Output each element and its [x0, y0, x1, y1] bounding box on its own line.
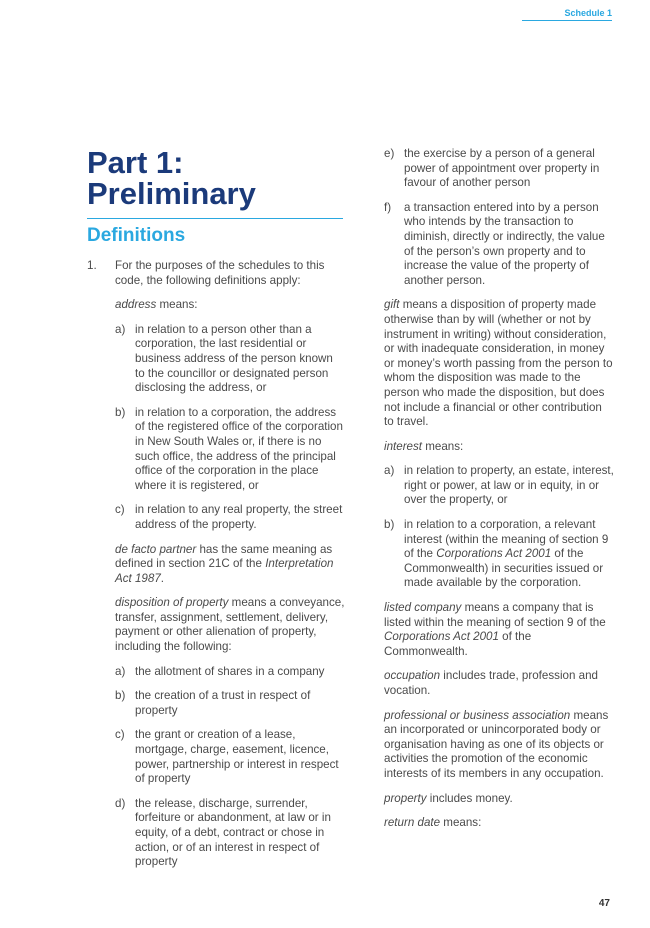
- list-item: [384, 464, 614, 508]
- item-text: the grant or creation of a lease, mortgage, charge, easement, licence, power, partnership or interest in respect of property: [135, 728, 339, 786]
- definition-text: means a company that is listed within the meaning of section 9 of the: [384, 601, 606, 629]
- part-title: Part 1: Preliminary: [87, 145, 256, 211]
- definitions-block: [87, 298, 345, 870]
- term-de-facto-partner: de facto partner: [115, 542, 197, 556]
- definition-return-date: [384, 816, 614, 831]
- list-item: [115, 503, 345, 532]
- list-item: [115, 665, 345, 680]
- definition-text: includes money.: [426, 791, 513, 805]
- item-mark: b): [115, 689, 126, 703]
- definition-interest: [384, 440, 614, 455]
- address-list: [115, 323, 345, 533]
- item-mark: a): [384, 464, 395, 478]
- definition-disposition: [115, 596, 345, 654]
- left-column: [87, 147, 345, 880]
- schedule-label: Schedule 1: [564, 8, 612, 18]
- item-text: a transaction entered into by a person who intends by the transaction to diminish, directly or indirectly, the value of the person’s own property and to increase the value of the property of another person.: [404, 200, 605, 287]
- term-listed-company: listed company: [384, 601, 462, 615]
- definition-text: includes trade, profession and vocation.: [384, 669, 598, 697]
- term-address: address: [115, 298, 157, 312]
- disposition-list: [115, 665, 345, 870]
- definition-text: of the Commonwealth.: [384, 630, 532, 658]
- clause-number: 1.: [87, 259, 97, 272]
- term-interest: interest: [384, 439, 423, 453]
- list-item: [115, 797, 345, 870]
- item-mark: b): [115, 405, 126, 419]
- act-name: Corporations Act 2001: [384, 630, 499, 644]
- item-mark: b): [384, 518, 395, 532]
- item-mark: d): [115, 796, 126, 810]
- header-rule: [522, 20, 612, 21]
- definition-listed-company: [384, 601, 614, 659]
- right-column: [384, 147, 614, 841]
- definition-occupation: [384, 669, 614, 698]
- list-item: [384, 518, 614, 591]
- definition-text: means an incorporated or unincorporated body or organisation having as one of its objects or activities the promotion of the economic interests of its members in any occupation.: [384, 708, 609, 780]
- item-text: in relation to property, an estate, interest, right or power, at law or in equity, in or over the property, or: [404, 464, 614, 507]
- definition-text: means a disposition of property made otherwise than by will (whether or not by instrument in writing) without consideration, or with inadequate consideration, in money or money’s worth passing from the person to whom the disposition was made to the person who made the disposition, but does not include a financial or other contribution to travel.: [384, 298, 613, 429]
- term-return-date: return date: [384, 816, 441, 830]
- disposition-list-continued: [384, 147, 614, 288]
- list-item: [384, 147, 614, 191]
- item-mark: c): [115, 503, 125, 517]
- section-title: Definitions: [87, 225, 186, 246]
- definition-professional-association: [384, 709, 614, 782]
- term-property: property: [384, 791, 427, 805]
- item-mark: c): [115, 728, 125, 742]
- item-text: in relation to any real property, the street address of the property.: [135, 503, 343, 531]
- item-text: the creation of a trust in respect of property: [135, 689, 311, 717]
- item-mark: a): [115, 664, 126, 678]
- list-item: [115, 689, 345, 718]
- definition-de-facto-partner: [115, 543, 345, 587]
- act-name: Interpretation Act 1987: [115, 557, 334, 585]
- term-occupation: occupation: [384, 669, 441, 683]
- item-text: the release, discharge, surrender, forfeiture or abandonment, at law or in equity, of a debt, contract or chose in action, or of an interest in respect of property: [135, 796, 331, 869]
- act-name: Corporations Act 2001: [436, 547, 552, 561]
- definition-text: has the same meaning as defined in section 21C of the: [115, 542, 333, 571]
- definition-text: means:: [422, 439, 464, 453]
- title-rule: [87, 218, 343, 219]
- definition-address: [115, 298, 345, 313]
- list-item: [384, 201, 614, 289]
- item-text: in relation to a corporation, the address of the registered office of the corporation in New South Wales or, if there is no such office, the address of the principal office of the corporation in the place where it is registered, or: [135, 405, 343, 492]
- item-mark: f): [384, 200, 392, 214]
- item-text: in relation to a corporation, a relevant interest (within the meaning of section 9 of the: [404, 518, 609, 561]
- definition-property: [384, 792, 614, 807]
- definition-text: means a conveyance, transfer, assignment, settlement, delivery, payment or other alienation of property, including the following:: [115, 596, 345, 654]
- definitions-intro: [87, 259, 345, 288]
- interest-list: [384, 464, 614, 591]
- item-text: the exercise by a person of a general power of appointment over property in favour of another person: [404, 147, 600, 190]
- term-professional-association: professional or business association: [384, 708, 571, 722]
- item-text: of the Commonwealth) in securities issued or made available by the corporation.: [404, 547, 604, 590]
- list-item: [115, 728, 345, 786]
- intro-text: For the purposes of the schedules to this code, the following definitions apply:: [115, 259, 325, 287]
- page-number: 47: [598, 898, 610, 909]
- term-gift: gift: [384, 298, 400, 312]
- list-item: [115, 323, 345, 396]
- definition-text: means:: [156, 298, 198, 312]
- term-disposition: disposition of property: [115, 596, 229, 610]
- item-text: the allotment of shares in a company: [135, 664, 325, 678]
- definition-end: .: [160, 571, 164, 585]
- item-text: in relation to a person other than a corporation, the last residential or business address of the person known to the councillor or designated person disclosing the address, or: [135, 322, 333, 395]
- item-mark: a): [115, 322, 126, 336]
- list-item: [115, 406, 345, 494]
- item-mark: e): [384, 147, 395, 160]
- definition-text: means:: [440, 816, 482, 830]
- definition-gift: [384, 298, 614, 429]
